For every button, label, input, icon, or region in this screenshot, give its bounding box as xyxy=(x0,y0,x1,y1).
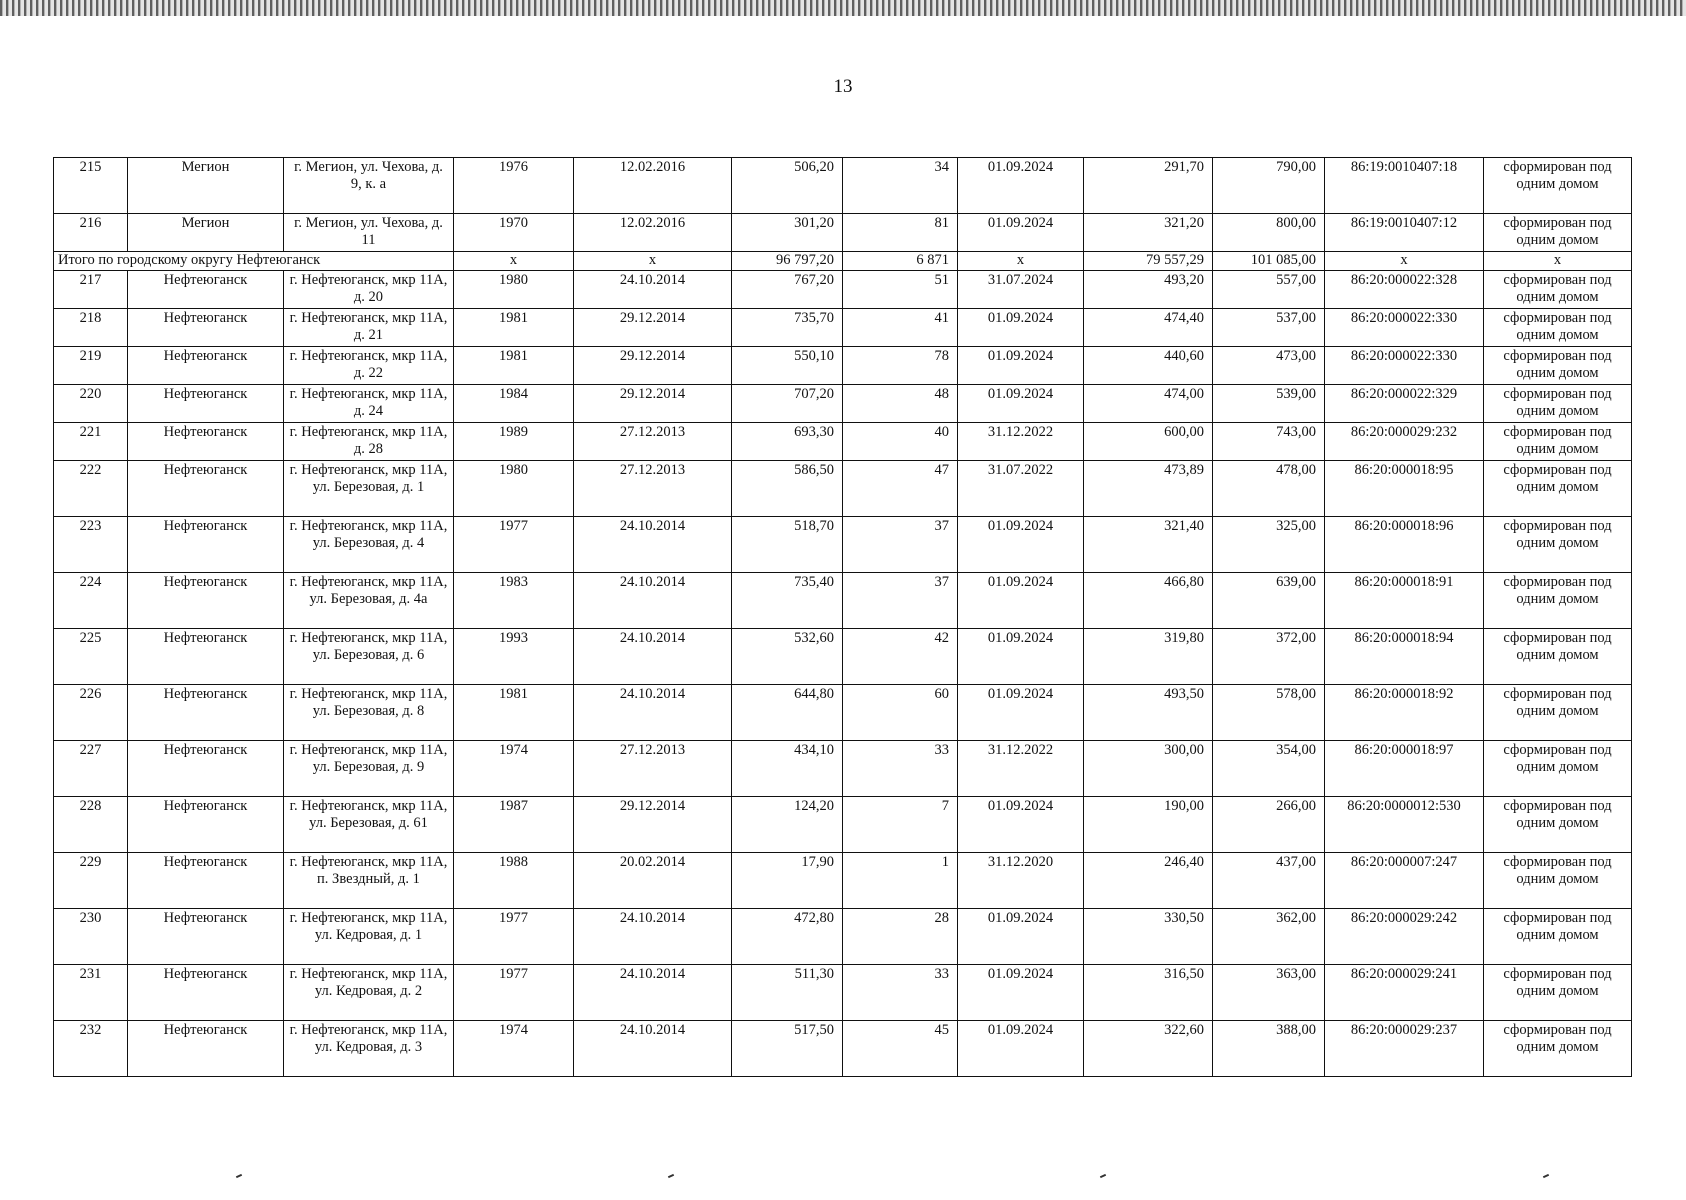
deadline-cell: 01.09.2024 xyxy=(958,517,1084,573)
deadline-cell: 01.09.2024 xyxy=(958,1021,1084,1077)
cost1-cell: 316,50 xyxy=(1084,965,1213,1021)
cost2-cell: 325,00 xyxy=(1213,517,1325,573)
cost1-cell: 473,89 xyxy=(1084,461,1213,517)
area-cell: 767,20 xyxy=(732,271,843,309)
residents-cell: 47 xyxy=(843,461,958,517)
residents-cell: 48 xyxy=(843,385,958,423)
row-number: 222 xyxy=(54,461,128,517)
city-cell: Нефтеюганск xyxy=(128,1021,284,1077)
cost2-cell: 537,00 xyxy=(1213,309,1325,347)
address-cell: г. Нефтеюганск, мкр 11А, д. 22 xyxy=(284,347,454,385)
date-cell: 29.12.2014 xyxy=(574,385,732,423)
status-cell: сформирован под одним домом xyxy=(1484,965,1632,1021)
page-number: 13 xyxy=(833,76,853,97)
cost1-cell: 493,20 xyxy=(1084,271,1213,309)
cost2-cell: 639,00 xyxy=(1213,573,1325,629)
address-cell: г. Нефтеюганск, мкр 11А, ул. Березовая, д. 8 xyxy=(284,685,454,741)
area-cell: 707,20 xyxy=(732,385,843,423)
table-row xyxy=(54,347,1632,385)
row-number: 224 xyxy=(54,573,128,629)
year-cell: 1974 xyxy=(454,741,574,797)
residents-cell: 78 xyxy=(843,347,958,385)
date-cell: 12.02.2016 xyxy=(574,158,732,214)
cost2-cell: 478,00 xyxy=(1213,461,1325,517)
deadline-cell: 01.09.2024 xyxy=(958,309,1084,347)
residents-cell: 51 xyxy=(843,271,958,309)
cost1-cell: 321,40 xyxy=(1084,517,1213,573)
table-row xyxy=(54,573,1632,629)
row-number: 223 xyxy=(54,517,128,573)
cost2-cell: 557,00 xyxy=(1213,271,1325,309)
table-body-subtotal xyxy=(54,252,1632,271)
city-cell: Нефтеюганск xyxy=(128,271,284,309)
area-cell: 472,80 xyxy=(732,909,843,965)
deadline-cell: 01.09.2024 xyxy=(958,158,1084,214)
residents-cell: 60 xyxy=(843,685,958,741)
status-cell: сформирован под одним домом xyxy=(1484,573,1632,629)
city-cell: Мегион xyxy=(128,214,284,252)
table-row xyxy=(54,158,1632,214)
address-cell: г. Нефтеюганск, мкр 11А, ул. Кедровая, д. 1 xyxy=(284,909,454,965)
residents-cell: 40 xyxy=(843,423,958,461)
cadastral-number-cell: 86:20:000022:330 xyxy=(1325,309,1484,347)
residents-cell: 42 xyxy=(843,629,958,685)
status-cell: сформирован под одним домом xyxy=(1484,347,1632,385)
table-row xyxy=(54,385,1632,423)
residents-cell: 33 xyxy=(843,965,958,1021)
table-row xyxy=(54,271,1632,309)
deadline-cell: 01.09.2024 xyxy=(958,909,1084,965)
year-cell: 1981 xyxy=(454,309,574,347)
cost2-cell: 362,00 xyxy=(1213,909,1325,965)
cost2-cell: 790,00 xyxy=(1213,158,1325,214)
date-cell: 24.10.2014 xyxy=(574,517,732,573)
cost2-cell: 473,00 xyxy=(1213,347,1325,385)
city-cell: Нефтеюганск xyxy=(128,965,284,1021)
table-body-nefteyugansk xyxy=(54,271,1632,1077)
cadastral-number-cell: 86:20:000018:97 xyxy=(1325,741,1484,797)
city-cell: Нефтеюганск xyxy=(128,385,284,423)
cost2-cell: 266,00 xyxy=(1213,797,1325,853)
date-cell: 27.12.2013 xyxy=(574,423,732,461)
date-cell: 29.12.2014 xyxy=(574,309,732,347)
address-cell: г. Мегион, ул. Чехова, д. 9, к. а xyxy=(284,158,454,214)
city-cell: Нефтеюганск xyxy=(128,461,284,517)
cost2-cell: 539,00 xyxy=(1213,385,1325,423)
cadastral-number-cell: 86:20:000018:91 xyxy=(1325,573,1484,629)
subtotal-row xyxy=(54,252,1632,271)
status-cell: сформирован под одним домом xyxy=(1484,423,1632,461)
table-row xyxy=(54,214,1632,252)
table-row xyxy=(54,461,1632,517)
cost2-cell: 363,00 xyxy=(1213,965,1325,1021)
table-row xyxy=(54,853,1632,909)
cadastral-number-cell: 86:20:0000012:530 xyxy=(1325,797,1484,853)
residents-cell: 33 xyxy=(843,741,958,797)
cost1-cell: 190,00 xyxy=(1084,797,1213,853)
row-number: 218 xyxy=(54,309,128,347)
deadline-cell: 01.09.2024 xyxy=(958,685,1084,741)
address-cell: г. Нефтеюганск, мкр 11А, ул. Березовая, д. 4 xyxy=(284,517,454,573)
status-cell: сформирован под одним домом xyxy=(1484,271,1632,309)
year-cell: 1981 xyxy=(454,685,574,741)
status-cell: сформирован под одним домом xyxy=(1484,385,1632,423)
row-number: 228 xyxy=(54,797,128,853)
subtotal-deadline: х xyxy=(958,252,1084,271)
deadline-cell: 01.09.2024 xyxy=(958,965,1084,1021)
date-cell: 24.10.2014 xyxy=(574,909,732,965)
year-cell: 1980 xyxy=(454,461,574,517)
row-number: 216 xyxy=(54,214,128,252)
row-number: 232 xyxy=(54,1021,128,1077)
cost2-cell: 743,00 xyxy=(1213,423,1325,461)
date-cell: 29.12.2014 xyxy=(574,347,732,385)
residents-cell: 1 xyxy=(843,853,958,909)
deadline-cell: 31.12.2020 xyxy=(958,853,1084,909)
address-cell: г. Мегион, ул. Чехова, д. 11 xyxy=(284,214,454,252)
cost1-cell: 493,50 xyxy=(1084,685,1213,741)
date-cell: 29.12.2014 xyxy=(574,797,732,853)
cadastral-number-cell: 86:20:000018:95 xyxy=(1325,461,1484,517)
year-cell: 1977 xyxy=(454,517,574,573)
residents-cell: 41 xyxy=(843,309,958,347)
subtotal-area: 96 797,20 xyxy=(732,252,843,271)
scan-mark xyxy=(1543,1174,1549,1178)
subtotal-year: х xyxy=(454,252,574,271)
cost1-cell: 321,20 xyxy=(1084,214,1213,252)
cadastral-number-cell: 86:20:000029:232 xyxy=(1325,423,1484,461)
area-cell: 693,30 xyxy=(732,423,843,461)
cost2-cell: 800,00 xyxy=(1213,214,1325,252)
status-cell: сформирован под одним домом xyxy=(1484,517,1632,573)
status-cell: сформирован под одним домом xyxy=(1484,158,1632,214)
scan-mark xyxy=(668,1174,674,1178)
deadline-cell: 01.09.2024 xyxy=(958,214,1084,252)
residents-cell: 7 xyxy=(843,797,958,853)
table-row xyxy=(54,797,1632,853)
area-cell: 644,80 xyxy=(732,685,843,741)
row-number: 227 xyxy=(54,741,128,797)
status-cell: сформирован под одним домом xyxy=(1484,741,1632,797)
cadastral-number-cell: 86:20:000029:242 xyxy=(1325,909,1484,965)
address-cell: г. Нефтеюганск, мкр 11А, п. Звездный, д. 1 xyxy=(284,853,454,909)
year-cell: 1974 xyxy=(454,1021,574,1077)
address-cell: г. Нефтеюганск, мкр 11А, д. 28 xyxy=(284,423,454,461)
deadline-cell: 01.09.2024 xyxy=(958,797,1084,853)
residents-cell: 28 xyxy=(843,909,958,965)
deadline-cell: 31.07.2022 xyxy=(958,461,1084,517)
cost2-cell: 437,00 xyxy=(1213,853,1325,909)
subtotal-residents: 6 871 xyxy=(843,252,958,271)
status-cell: сформирован под одним домом xyxy=(1484,309,1632,347)
row-number: 230 xyxy=(54,909,128,965)
deadline-cell: 31.12.2022 xyxy=(958,741,1084,797)
year-cell: 1988 xyxy=(454,853,574,909)
year-cell: 1976 xyxy=(454,158,574,214)
cost2-cell: 578,00 xyxy=(1213,685,1325,741)
cost1-cell: 466,80 xyxy=(1084,573,1213,629)
row-number: 231 xyxy=(54,965,128,1021)
area-cell: 506,20 xyxy=(732,158,843,214)
city-cell: Нефтеюганск xyxy=(128,797,284,853)
year-cell: 1993 xyxy=(454,629,574,685)
scan-mark xyxy=(236,1174,242,1178)
address-cell: г. Нефтеюганск, мкр 11А, ул. Кедровая, д. 3 xyxy=(284,1021,454,1077)
area-cell: 550,10 xyxy=(732,347,843,385)
date-cell: 24.10.2014 xyxy=(574,573,732,629)
scan-artifact-top-edge xyxy=(0,0,1686,16)
city-cell: Нефтеюганск xyxy=(128,347,284,385)
status-cell: сформирован под одним домом xyxy=(1484,909,1632,965)
date-cell: 27.12.2013 xyxy=(574,461,732,517)
table-row xyxy=(54,965,1632,1021)
table-body-megion xyxy=(54,158,1632,252)
date-cell: 24.10.2014 xyxy=(574,271,732,309)
table-row xyxy=(54,309,1632,347)
cost2-cell: 372,00 xyxy=(1213,629,1325,685)
status-cell: сформирован под одним домом xyxy=(1484,797,1632,853)
date-cell: 12.02.2016 xyxy=(574,214,732,252)
table-row xyxy=(54,423,1632,461)
housing-table-container xyxy=(53,157,1631,1077)
area-cell: 434,10 xyxy=(732,741,843,797)
area-cell: 301,20 xyxy=(732,214,843,252)
residents-cell: 45 xyxy=(843,1021,958,1077)
cadastral-number-cell: 86:20:000007:247 xyxy=(1325,853,1484,909)
area-cell: 511,30 xyxy=(732,965,843,1021)
year-cell: 1970 xyxy=(454,214,574,252)
cadastral-number-cell: 86:20:000018:96 xyxy=(1325,517,1484,573)
cost2-cell: 388,00 xyxy=(1213,1021,1325,1077)
cost1-cell: 440,60 xyxy=(1084,347,1213,385)
area-cell: 586,50 xyxy=(732,461,843,517)
residents-cell: 81 xyxy=(843,214,958,252)
deadline-cell: 01.09.2024 xyxy=(958,629,1084,685)
table-row xyxy=(54,909,1632,965)
scan-mark xyxy=(1100,1174,1106,1178)
address-cell: г. Нефтеюганск, мкр 11А, ул. Березовая, д. 61 xyxy=(284,797,454,853)
cost1-cell: 474,00 xyxy=(1084,385,1213,423)
address-cell: г. Нефтеюганск, мкр 11А, ул. Кедровая, д. 2 xyxy=(284,965,454,1021)
city-cell: Нефтеюганск xyxy=(128,309,284,347)
cost1-cell: 246,40 xyxy=(1084,853,1213,909)
cadastral-number-cell: 86:20:000018:92 xyxy=(1325,685,1484,741)
status-cell: сформирован под одним домом xyxy=(1484,629,1632,685)
status-cell: сформирован под одним домом xyxy=(1484,214,1632,252)
row-number: 217 xyxy=(54,271,128,309)
city-cell: Мегион xyxy=(128,158,284,214)
cadastral-number-cell: 86:20:000022:329 xyxy=(1325,385,1484,423)
year-cell: 1980 xyxy=(454,271,574,309)
row-number: 226 xyxy=(54,685,128,741)
date-cell: 24.10.2014 xyxy=(574,1021,732,1077)
table-row xyxy=(54,629,1632,685)
cadastral-number-cell: 86:20:000029:237 xyxy=(1325,1021,1484,1077)
subtotal-status: х xyxy=(1484,252,1632,271)
date-cell: 24.10.2014 xyxy=(574,629,732,685)
subtotal-label: Итого по городскому округу Нефтеюганск xyxy=(54,252,454,271)
cadastral-number-cell: 86:20:000022:328 xyxy=(1325,271,1484,309)
cost1-cell: 300,00 xyxy=(1084,741,1213,797)
table-row xyxy=(54,517,1632,573)
cost1-cell: 291,70 xyxy=(1084,158,1213,214)
row-number: 219 xyxy=(54,347,128,385)
row-number: 220 xyxy=(54,385,128,423)
table-row xyxy=(54,1021,1632,1077)
subtotal-date: х xyxy=(574,252,732,271)
row-number: 215 xyxy=(54,158,128,214)
row-number: 221 xyxy=(54,423,128,461)
cadastral-number-cell: 86:20:000029:241 xyxy=(1325,965,1484,1021)
city-cell: Нефтеюганск xyxy=(128,741,284,797)
area-cell: 735,70 xyxy=(732,309,843,347)
area-cell: 124,20 xyxy=(732,797,843,853)
year-cell: 1984 xyxy=(454,385,574,423)
cost1-cell: 319,80 xyxy=(1084,629,1213,685)
subtotal-cadastral: х xyxy=(1325,252,1484,271)
deadline-cell: 31.07.2024 xyxy=(958,271,1084,309)
row-number: 225 xyxy=(54,629,128,685)
status-cell: сформирован под одним домом xyxy=(1484,685,1632,741)
area-cell: 735,40 xyxy=(732,573,843,629)
address-cell: г. Нефтеюганск, мкр 11А, д. 24 xyxy=(284,385,454,423)
city-cell: Нефтеюганск xyxy=(128,853,284,909)
city-cell: Нефтеюганск xyxy=(128,685,284,741)
residents-cell: 37 xyxy=(843,573,958,629)
date-cell: 24.10.2014 xyxy=(574,965,732,1021)
address-cell: г. Нефтеюганск, мкр 11А, ул. Березовая, д. 6 xyxy=(284,629,454,685)
table-row xyxy=(54,685,1632,741)
deadline-cell: 01.09.2024 xyxy=(958,573,1084,629)
year-cell: 1977 xyxy=(454,909,574,965)
table-row xyxy=(54,741,1632,797)
year-cell: 1987 xyxy=(454,797,574,853)
area-cell: 532,60 xyxy=(732,629,843,685)
status-cell: сформирован под одним домом xyxy=(1484,853,1632,909)
city-cell: Нефтеюганск xyxy=(128,423,284,461)
cost2-cell: 354,00 xyxy=(1213,741,1325,797)
cadastral-number-cell: 86:19:0010407:18 xyxy=(1325,158,1484,214)
address-cell: г. Нефтеюганск, мкр 11А, ул. Березовая, д. 4а xyxy=(284,573,454,629)
residents-cell: 34 xyxy=(843,158,958,214)
year-cell: 1977 xyxy=(454,965,574,1021)
date-cell: 27.12.2013 xyxy=(574,741,732,797)
status-cell: сформирован под одним домом xyxy=(1484,461,1632,517)
area-cell: 17,90 xyxy=(732,853,843,909)
deadline-cell: 01.09.2024 xyxy=(958,347,1084,385)
cost1-cell: 474,40 xyxy=(1084,309,1213,347)
address-cell: г. Нефтеюганск, мкр 11А, д. 20 xyxy=(284,271,454,309)
row-number: 229 xyxy=(54,853,128,909)
year-cell: 1981 xyxy=(454,347,574,385)
cost1-cell: 600,00 xyxy=(1084,423,1213,461)
cost1-cell: 322,60 xyxy=(1084,1021,1213,1077)
cadastral-number-cell: 86:20:000022:330 xyxy=(1325,347,1484,385)
status-cell: сформирован под одним домом xyxy=(1484,1021,1632,1077)
subtotal-cost1: 79 557,29 xyxy=(1084,252,1213,271)
deadline-cell: 01.09.2024 xyxy=(958,385,1084,423)
year-cell: 1989 xyxy=(454,423,574,461)
city-cell: Нефтеюганск xyxy=(128,573,284,629)
date-cell: 20.02.2014 xyxy=(574,853,732,909)
city-cell: Нефтеюганск xyxy=(128,909,284,965)
date-cell: 24.10.2014 xyxy=(574,685,732,741)
cadastral-number-cell: 86:20:000018:94 xyxy=(1325,629,1484,685)
year-cell: 1983 xyxy=(454,573,574,629)
city-cell: Нефтеюганск xyxy=(128,629,284,685)
address-cell: г. Нефтеюганск, мкр 11А, ул. Березовая, д. 9 xyxy=(284,741,454,797)
city-cell: Нефтеюганск xyxy=(128,517,284,573)
area-cell: 517,50 xyxy=(732,1021,843,1077)
address-cell: г. Нефтеюганск, мкр 11А, ул. Березовая, д. 1 xyxy=(284,461,454,517)
cadastral-number-cell: 86:19:0010407:12 xyxy=(1325,214,1484,252)
housing-table xyxy=(53,157,1632,1077)
deadline-cell: 31.12.2022 xyxy=(958,423,1084,461)
area-cell: 518,70 xyxy=(732,517,843,573)
residents-cell: 37 xyxy=(843,517,958,573)
cost1-cell: 330,50 xyxy=(1084,909,1213,965)
subtotal-cost2: 101 085,00 xyxy=(1213,252,1325,271)
address-cell: г. Нефтеюганск, мкр 11А, д. 21 xyxy=(284,309,454,347)
